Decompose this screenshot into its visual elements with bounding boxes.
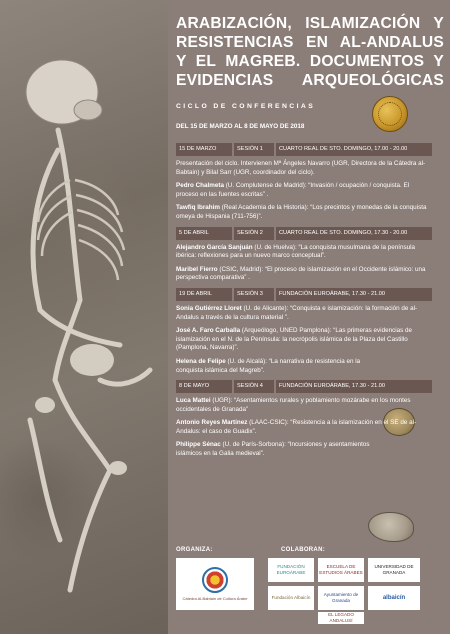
talk-speaker: Helena de Felipe [176,357,226,365]
talk-speaker: José A. Faro Carballa [176,327,241,335]
session-number: SESIÓN 4 [234,380,274,393]
talk-title: “Conquista e islamización: la formación de al-Andalus a través de la cultura material ”. [176,304,418,321]
catedra-emblem-icon [202,567,228,593]
talk-title: “Incursiones y asentamientos islámicos en la Galia medieval”. [176,441,370,458]
session-number: SESIÓN 2 [234,227,274,240]
talk-speaker: Antonio Reyes Martínez [176,419,248,427]
session-bar [176,227,432,240]
talk-affiliation: (U. de Huelva): [252,243,299,251]
talk-title: “Las primeras evidencias de islamización en el N. de la Península: la necrópolis islámica de la Plaza del Castillo (Pamplona, Navarra)”. [176,327,413,352]
talk-speaker: Maribel Fierro [176,265,218,273]
skeleton-burial-photo [0,0,168,634]
collaborators-label: COLABORAN: [281,547,325,553]
talk-item [176,244,432,261]
talk-affiliation: (Arqueólogo, UNED Pamplona): [240,327,334,335]
title-line: RESISTENCIAS EN AL-ANDALUS [176,34,444,51]
session-date: 5 DE ABRIL [176,227,232,240]
sponsor-logo: Fundación Albaicín [268,586,314,610]
talk-item [176,160,432,177]
talk-speaker: Luca Mattei [176,397,211,405]
session-venue: FUNDACIÓN EUROÁRABE, 17.30 - 21.00 [276,288,432,301]
skeleton-illustration [0,0,168,634]
sponsor-logo: ESCUELA DE ESTUDIOS ÁRABES [318,558,364,582]
talk-speaker: Pedro Chalmeta [176,182,224,190]
program-content [176,140,432,464]
talk-item [176,419,432,436]
sponsor-logo: albaicín [368,586,420,610]
talk-title: “El proceso de islamización en el Occidente islámico: una perspectiva comparativa” . [176,265,426,282]
talk-item [176,182,432,199]
talk-item [176,305,432,322]
talk-affiliation: (U. de París-Sorbona): [220,441,288,449]
talk-affiliation: (UGR): [210,397,235,405]
talk-affiliation: (Real Academia de la Historia): [219,204,311,212]
talk-title: “Resistencia a la islamización en el SE de al-Andalus: el caso de Guadix”. [176,419,417,435]
session-bar [176,143,432,156]
organizer-logo-text: Cátedra Al-Babtain de Cultura Árabe [182,595,248,601]
talk-speaker: Alejandro García Sanjuán [176,243,253,251]
talk-affiliation: (U. Complutense de Madrid): [223,182,309,190]
talk-title: “La conquista musulmana de la península ibérica: reflexiones para un nuevo marco conceptual”. [176,243,416,260]
session-number: SESIÓN 1 [234,143,274,156]
bronze-coin-image [368,512,414,542]
talk-affiliation: (LAAC-CSIC): [247,419,291,427]
talk-speaker: Sonia Gutiérrez Lloret [176,304,242,312]
sponsor-logo: UNIVERSIDAD DE GRANADA [368,558,420,582]
talk-title: Presentación del ciclo. Intervienen Mª Ángeles Navarro (UGR, Directora de la Cátedra al-Babtain) y Bilal Sarr (UGR, coordinador del ciclo). [176,160,426,176]
talk-item [176,327,432,353]
session-number: SESIÓN 3 [234,288,274,301]
talk-title: “Invasión / ocupación / conquista. El proceso en las fuentes escritas” . [176,182,410,198]
poster-subtitle: CICLO DE CONFERENCIAS [176,103,316,110]
talk-item [176,441,432,458]
sponsor-logo: Ayuntamiento de Granada [318,586,364,610]
poster-title [176,14,444,90]
organizer-logo [176,558,254,610]
talk-title: “La narrativa de resistencia en la conquista islámica del Magreb”. [176,357,361,374]
talk-item [176,204,432,221]
talk-affiliation: (U. de Alicante): [241,304,291,312]
talk-title: “Asentamientos rurales y poblamiento mozárabe en los montes occidentales de Granada” [176,397,411,413]
session-bar [176,288,432,301]
session-venue: FUNDACIÓN EUROÁRABE, 17.30 - 21.00 [276,380,432,393]
title-line: Y EL MAGREB. DOCUMENTOS Y [176,53,444,70]
talk-title: “Los precintos y monedas de la conquista omeya de Hispania (711-756)”. [176,204,427,220]
talk-item [176,397,432,414]
session-venue: CUARTO REAL DE STO. DOMINGO, 17.00 - 20.00 [276,143,432,156]
talk-speaker: Tawfiq Ibrahim [176,204,220,212]
gold-coin-image [372,96,408,132]
talk-affiliation: (CSIC, Madrid): [217,265,265,273]
event-dates: DEL 15 DE MARZO AL 8 DE MAYO DE 2018 [176,123,305,130]
session-date: 15 DE MARZO [176,143,232,156]
title-line: EVIDENCIAS ARQUEOLÓGICAS [176,72,444,89]
session-date: 8 DE MAYO [176,380,232,393]
sponsor-logo: EL LEGADO ANDALUSÍ [318,612,364,624]
organizer-label: ORGANIZA: [176,547,213,553]
talk-item [176,266,432,283]
title-line: ARABIZACIÓN, ISLAMIZACIÓN Y [176,15,444,32]
session-date: 19 DE ABRIL [176,288,232,301]
talk-item [176,358,432,375]
talk-affiliation: (U. de Alcalá): [225,357,269,365]
sponsor-logo: FUNDACIÓN EUROÁRABE [268,558,314,582]
session-venue: CUARTO REAL DE STO. DOMINGO, 17.30 - 20.00 [276,227,432,240]
talk-speaker: Philippe Sénac [176,441,221,449]
session-bar [176,380,432,393]
